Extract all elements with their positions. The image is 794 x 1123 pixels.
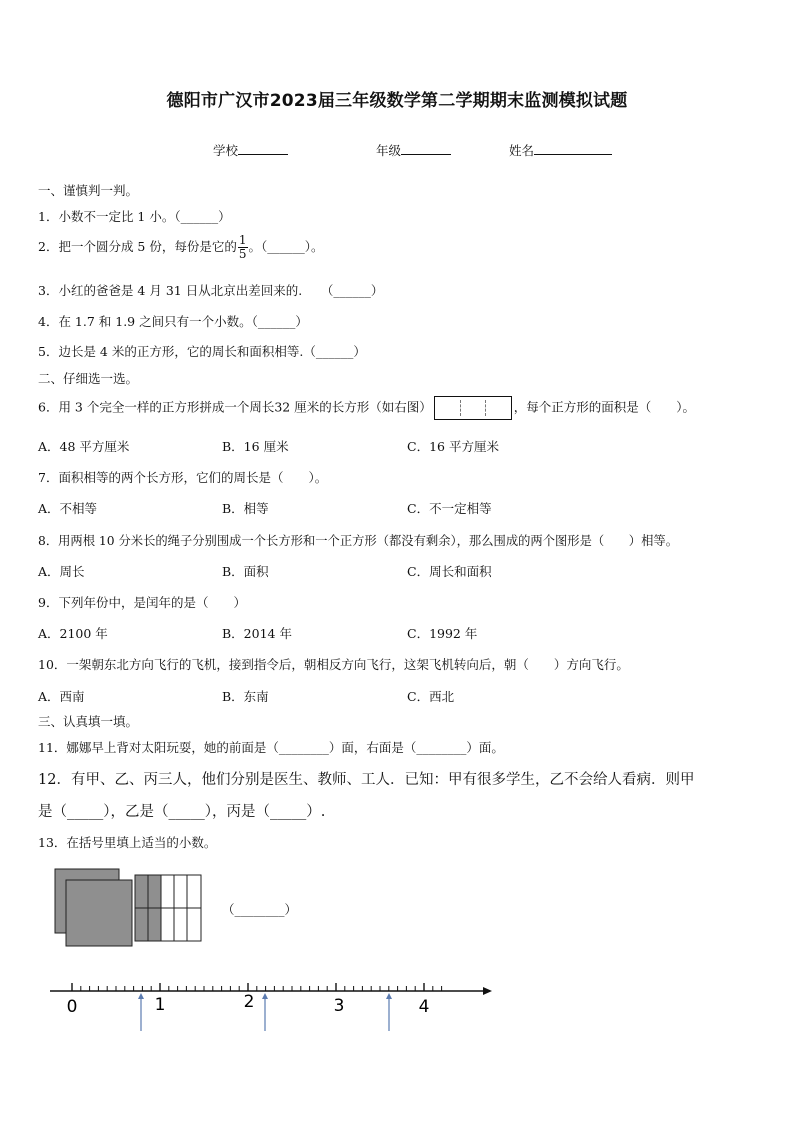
question-6-tail: ，每个正方形的面积是（ ）。: [513, 399, 695, 415]
q8-option-a[interactable]: A．周长: [38, 564, 85, 579]
number-line-labels: [67, 992, 430, 1017]
question-6-text: 6．用 3 个完全一样的正方形拼成一个周长32 厘米的长方形（如右图）: [38, 399, 432, 415]
question-6: [38, 396, 695, 420]
fraction-denominator: 5: [238, 247, 247, 261]
question-9: 9．下列年份中，是闰年的是（ ）: [38, 595, 246, 610]
question-7: 7．面积相等的两个长方形，它们的周长是（ ）。: [38, 470, 328, 485]
grade-blank[interactable]: [401, 154, 451, 155]
name-field: [509, 141, 612, 159]
school-label: 学校: [213, 143, 239, 158]
tenths-square: [135, 875, 201, 941]
rectangle-figure: [434, 396, 512, 420]
fraction-numerator: 1: [238, 233, 247, 247]
school-field: [213, 141, 288, 159]
name-blank[interactable]: [534, 154, 612, 155]
q8-option-b[interactable]: B．面积: [222, 564, 269, 579]
name-label: 姓名: [509, 143, 535, 158]
q10-option-c[interactable]: C．西北: [407, 689, 455, 704]
question-2-text: 2．把一个圆分成 5 份，每份是它的: [38, 239, 237, 254]
section-1-heading: 一、谨慎判一判。: [38, 183, 139, 198]
q9-option-a[interactable]: A．2100 年: [38, 626, 108, 641]
q7-option-c[interactable]: C．不一定相等: [407, 501, 492, 516]
page-title: 德阳市广汉市2023届三年级数学第二学期期末监测模拟试题: [166, 91, 628, 111]
grade-field: [376, 141, 451, 159]
q8-option-c[interactable]: C．周长和面积: [407, 564, 492, 579]
question-10: 10．一架朝东北方向飞行的飞机，接到指令后，朝相反方向飞行，这架飞机转向后，朝（ ）方向飞行。: [38, 657, 629, 672]
label-3: 3: [333, 996, 345, 1016]
question-5: 5．边长是 4 米的正方形，它的周长和面积相等.（______）: [38, 344, 366, 359]
number-line-arrows: [138, 993, 392, 1031]
q10-option-b[interactable]: B．东南: [222, 689, 269, 704]
question-13: 13．在括号里填上适当的小数。: [38, 835, 217, 850]
question-12-line-2: 是（_____），乙是（_____），丙是（_____）.: [38, 804, 326, 820]
label-2: 2: [243, 992, 255, 1012]
q10-option-a[interactable]: A．西南: [38, 689, 85, 704]
school-blank[interactable]: [238, 154, 288, 155]
question-1: 1．小数不一定比 1 小。（______）: [38, 209, 231, 224]
label-1: 1: [154, 995, 166, 1015]
q6-option-a[interactable]: A．48 平方厘米: [38, 439, 130, 454]
number-line-ticks: [72, 983, 442, 991]
question-11: 11．娜娜早上背对太阳玩耍，她的前面是（________）面，右面是（________）面。: [38, 740, 504, 755]
q9-option-b[interactable]: B．2014 年: [222, 626, 292, 641]
full-square-front: [66, 880, 132, 946]
question-8: 8．用两根 10 分米长的绳子分别围成一个长方形和一个正方形（都没有剩余），那么围成的两个图形是（ ）相等。: [38, 534, 678, 548]
number-line-arrowhead: [483, 987, 492, 995]
question-4: 4．在 1.7 和 1.9 之间只有一个小数。（______）: [38, 314, 308, 329]
section-3-heading: 三、认真填一填。: [38, 714, 139, 729]
label-4: 4: [418, 997, 430, 1017]
question-3: 3．小红的爸爸是 4 月 31 日从北京出差回来的. （______）: [38, 283, 384, 298]
question-2: [38, 234, 324, 261]
q13-answer-blank[interactable]: （________）: [222, 902, 298, 917]
fraction-one-fifth: [238, 234, 248, 261]
label-0: 0: [66, 997, 78, 1017]
q6-option-c[interactable]: C．16 平方厘米: [407, 439, 499, 454]
decimal-squares-figure: [50, 864, 210, 954]
q9-option-c[interactable]: C．1992 年: [407, 626, 478, 641]
section-2-heading: 二、仔细选一选。: [38, 371, 139, 386]
q7-option-a[interactable]: A．不相等: [38, 501, 98, 516]
number-line: [40, 975, 510, 1035]
question-2-tail: 。（______）。: [248, 239, 324, 254]
q7-option-b[interactable]: B．相等: [222, 501, 269, 516]
question-12-line-1: 12．有甲、乙、丙三人，他们分别是医生、教师、工人．已知：甲有很多学生，乙不会给人看病．则甲: [38, 772, 695, 788]
grade-label: 年级: [376, 143, 402, 158]
q6-option-b[interactable]: B．16 厘米: [222, 439, 289, 454]
